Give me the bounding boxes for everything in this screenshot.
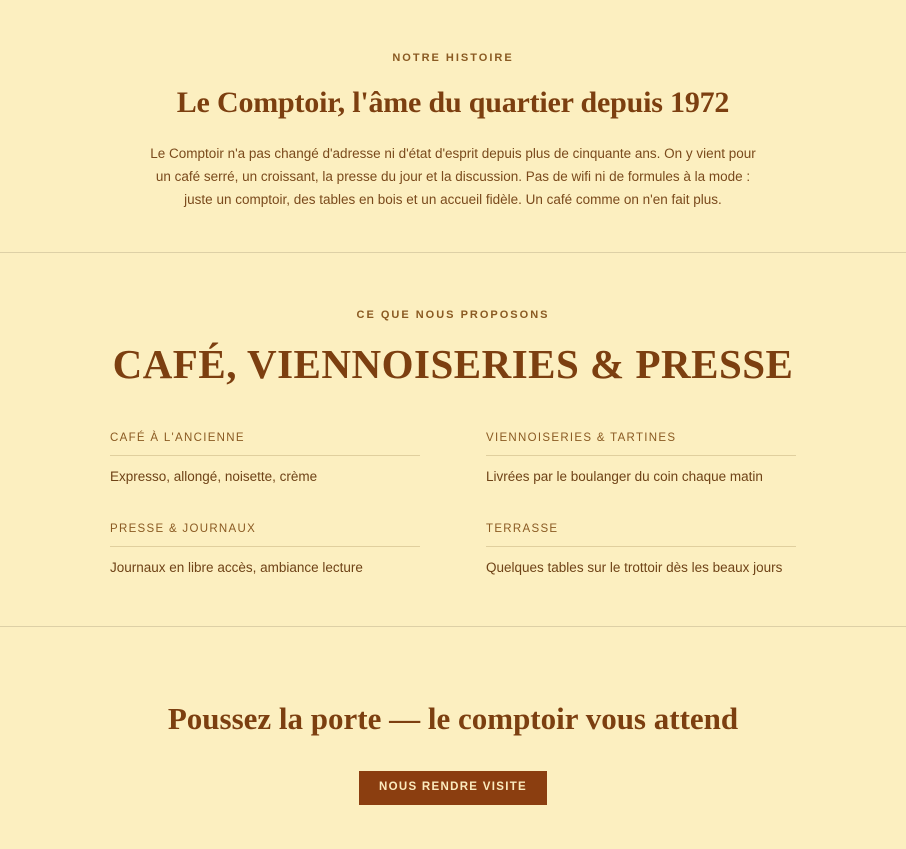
histoire-title: Le Comptoir, l'âme du quartier depuis 1972 bbox=[176, 86, 730, 119]
offre-title: TERRASSE bbox=[486, 523, 796, 547]
offre-title: PRESSE & JOURNAUX bbox=[110, 523, 420, 547]
offre-description: Expresso, allongé, noisette, crème bbox=[110, 468, 318, 484]
offres-grid bbox=[0, 432, 906, 579]
offre-item bbox=[486, 432, 796, 487]
offre-description: Livrées par le boulanger du coin chaque matin bbox=[486, 468, 763, 484]
histoire-body: Le Comptoir n'a pas changé d'adresse ni d'état d'esprit depuis plus de cinquante ans. On y vient pour un café serré, un croissant, la presse du jour et la discussion. Pas de wifi ni de formules à la mode : juste un comptoir, des tables en bois et un accueil fidèle. Un café comme on n'en fait plus. bbox=[150, 146, 756, 208]
offres-title: CAFÉ, VIENNOISERIES & PRESSE bbox=[112, 340, 794, 387]
offres-header bbox=[0, 309, 906, 386]
section-offres bbox=[0, 253, 906, 628]
offre-item bbox=[486, 523, 796, 578]
offre-description: Journaux en libre accès, ambiance lecture bbox=[110, 559, 363, 575]
offre-item bbox=[110, 432, 420, 487]
offre-item bbox=[110, 523, 420, 578]
offre-description: Quelques tables sur le trottoir dès les beaux jours bbox=[486, 559, 783, 575]
section-cta bbox=[0, 627, 906, 849]
offres-eyebrow: CE QUE NOUS PROPOSONS bbox=[356, 308, 550, 321]
offre-title: VIENNOISERIES & TARTINES bbox=[486, 432, 796, 456]
cta-title: Poussez la porte — le comptoir vous attend bbox=[167, 701, 739, 737]
visit-us-button[interactable]: NOUS RENDRE VISITE bbox=[359, 771, 547, 805]
section-histoire bbox=[0, 0, 906, 253]
offre-title: CAFÉ À L'ANCIENNE bbox=[110, 432, 420, 456]
histoire-eyebrow: NOTRE HISTOIRE bbox=[392, 52, 514, 64]
